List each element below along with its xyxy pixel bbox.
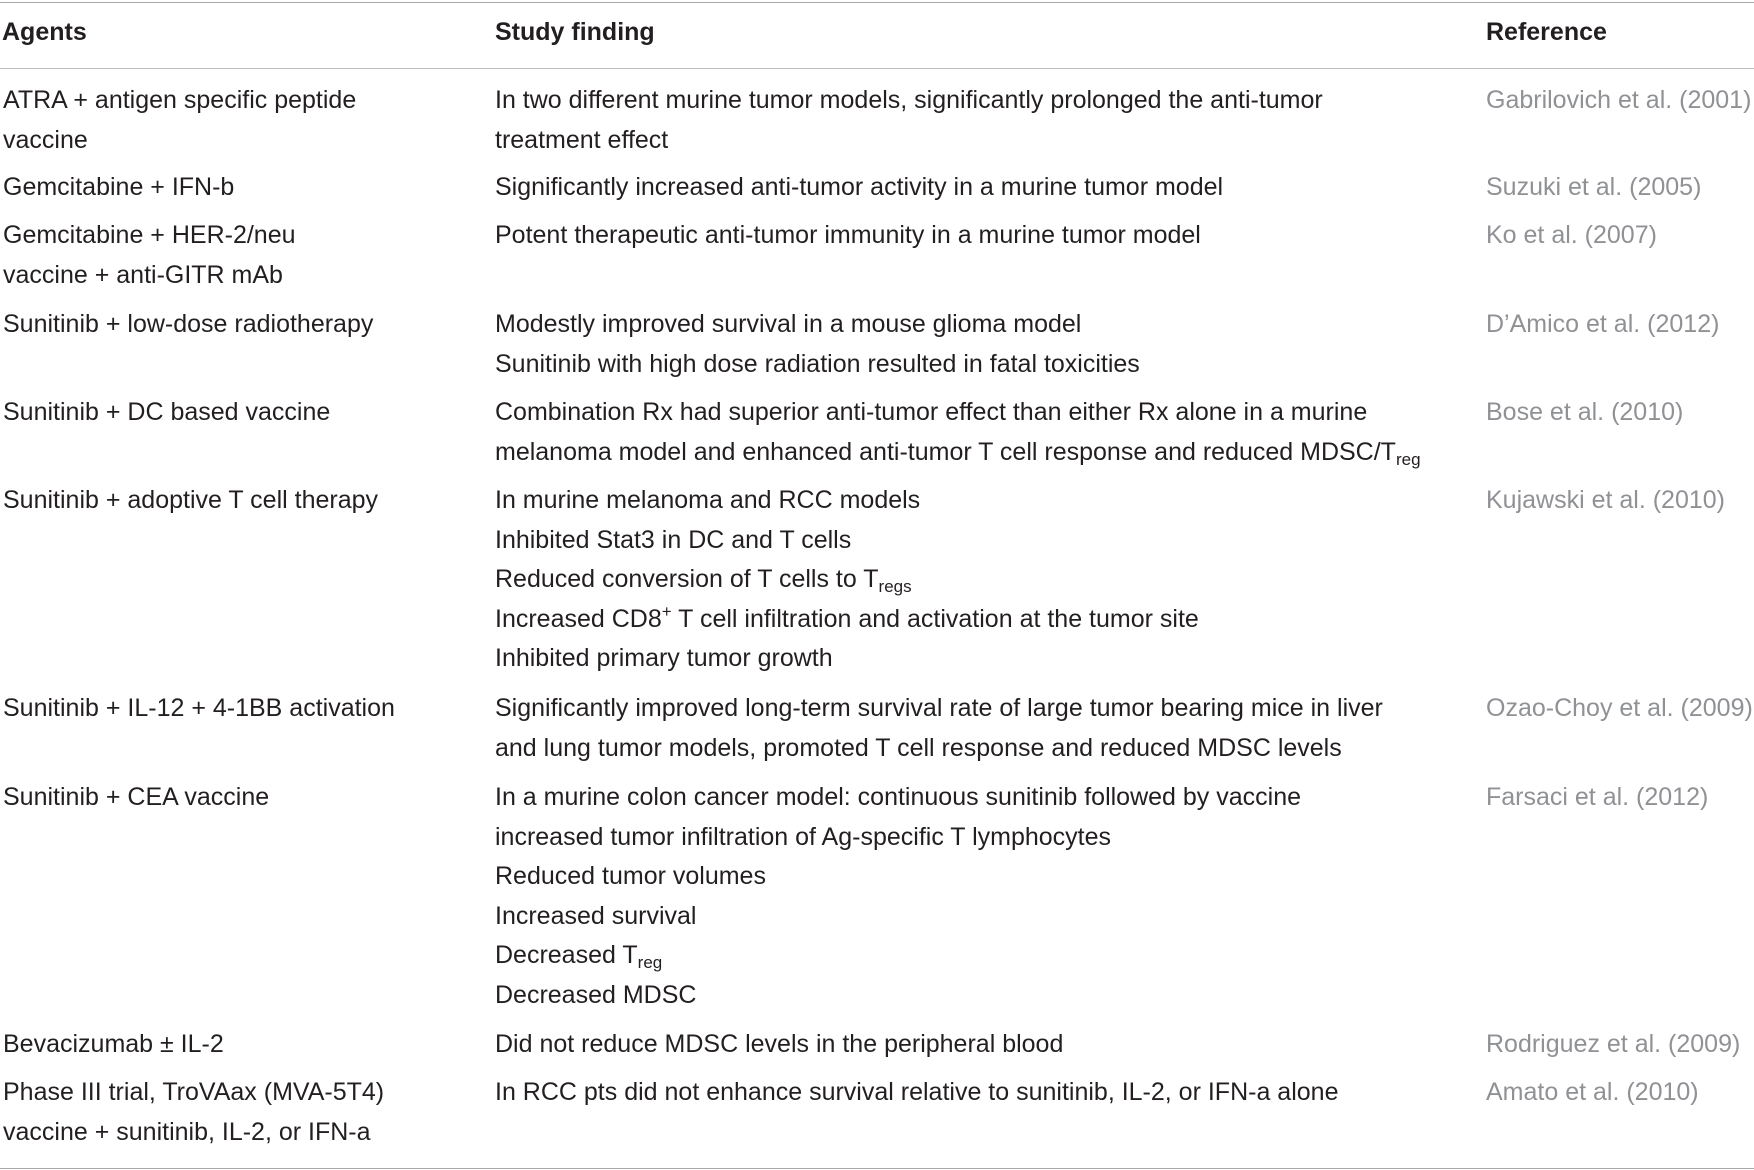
finding-text: Increased CD8 — [495, 604, 662, 633]
finding-line: In two different murine tumor models, significantly prolonged the anti-tumor — [495, 86, 1323, 114]
header-agents: Agents — [2, 18, 87, 46]
agents-cell — [3, 305, 373, 345]
agents-line: vaccine + sunitinib, IL-2, or IFN-a — [3, 1117, 371, 1146]
finding-superscript: + — [661, 601, 672, 621]
finding-line — [495, 433, 1421, 473]
finding-line: Combination Rx had superior anti-tumor effect than either Rx alone in a murine — [495, 398, 1368, 426]
agents-line: Sunitinib + IL-12 + 4-1BB activation — [3, 694, 395, 722]
finding-line: Did not reduce MDSC levels in the peripheral blood — [495, 1030, 1064, 1058]
reference-cell: Ozao-Choy et al. (2009) — [1486, 694, 1753, 722]
finding-line: In a murine colon cancer model: continuous sunitinib followed by vaccine — [495, 783, 1302, 811]
finding-text: T cell infiltration and activation at the tumor site — [671, 604, 1199, 633]
finding-cell — [495, 305, 1140, 384]
finding-line: Significantly increased anti-tumor activity in a murine tumor model — [495, 173, 1224, 201]
finding-text: melanoma model and enhanced anti-tumor T cell response and reduced MDSC/T — [495, 437, 1396, 466]
agents-line: Sunitinib + adoptive T cell therapy — [3, 486, 379, 514]
finding-cell — [495, 481, 1199, 679]
agents-line: Gemcitabine + HER-2/neu — [3, 221, 296, 249]
finding-cell — [495, 393, 1421, 472]
finding-subscript: reg — [1395, 449, 1421, 469]
agents-line: Sunitinib + CEA vaccine — [3, 783, 270, 811]
agents-line: Sunitinib + DC based vaccine — [3, 398, 331, 426]
finding-cell — [495, 778, 1301, 1016]
reference-cell: Bose et al. (2010) — [1486, 398, 1684, 426]
agents-line: Sunitinib + low-dose radiotherapy — [3, 310, 374, 338]
agents-cell — [3, 1025, 224, 1065]
finding-line: Sunitinib with high dose radiation resulted in fatal toxicities — [495, 349, 1140, 378]
finding-line: Modestly improved survival in a mouse glioma model — [495, 310, 1082, 338]
agents-cell — [3, 778, 269, 818]
reference-cell: Suzuki et al. (2005) — [1486, 173, 1702, 201]
reference-cell: D’Amico et al. (2012) — [1486, 310, 1720, 338]
agents-line: Phase III trial, TroVAax (MVA-5T4) — [3, 1078, 385, 1106]
finding-cell — [495, 689, 1383, 768]
finding-subscript: regs — [878, 577, 912, 597]
table-bottom-rule — [0, 1168, 1754, 1169]
table-top-rule — [0, 2, 1754, 3]
finding-line: Inhibited primary tumor growth — [495, 644, 833, 673]
finding-line — [495, 560, 1199, 600]
agents-cell — [3, 393, 330, 433]
reference-cell: Kujawski et al. (2010) — [1486, 486, 1726, 514]
agents-line: vaccine + anti-GITR mAb — [3, 260, 283, 289]
finding-line: Reduced tumor volumes — [495, 862, 766, 891]
finding-line: Increased survival — [495, 901, 697, 930]
finding-line: Significantly improved long-term survival rate of large tumor bearing mice in liver — [495, 694, 1383, 722]
agents-cell — [3, 689, 395, 729]
agents-cell — [3, 168, 234, 208]
header-reference: Reference — [1486, 18, 1607, 46]
finding-text: Decreased T — [495, 941, 638, 970]
agents-line: Bevacizumab ± IL-2 — [3, 1030, 224, 1058]
finding-line — [495, 600, 1199, 640]
finding-line: Decreased MDSC — [495, 980, 697, 1009]
finding-line: In murine melanoma and RCC models — [495, 486, 921, 514]
agents-cell — [3, 481, 378, 521]
agents-line: Gemcitabine + IFN-b — [3, 173, 235, 201]
agents-line: vaccine — [3, 125, 88, 154]
finding-cell — [495, 81, 1323, 160]
finding-line: increased tumor infiltration of Ag-specific T lymphocytes — [495, 822, 1112, 851]
agents-cell — [3, 1073, 384, 1152]
finding-line: Potent therapeutic anti-tumor immunity in a murine tumor model — [495, 221, 1201, 249]
finding-line: Inhibited Stat3 in DC and T cells — [495, 525, 852, 554]
finding-line: treatment effect — [495, 125, 669, 154]
reference-cell: Rodriguez et al. (2009) — [1486, 1030, 1741, 1058]
finding-line — [495, 936, 1301, 976]
finding-text: Reduced conversion of T cells to T — [495, 565, 879, 594]
header-study-finding: Study finding — [495, 18, 655, 46]
table-header-rule — [0, 68, 1754, 69]
agents-cell — [3, 81, 356, 160]
agents-line: ATRA + antigen specific peptide — [3, 86, 357, 114]
finding-cell — [495, 168, 1223, 208]
reference-cell: Ko et al. (2007) — [1486, 221, 1657, 249]
reference-cell: Gabrilovich et al. (2001) — [1486, 86, 1752, 114]
finding-cell — [495, 1025, 1063, 1065]
reference-cell: Amato et al. (2010) — [1486, 1078, 1699, 1106]
agents-cell — [3, 216, 296, 295]
finding-cell — [495, 1073, 1338, 1113]
finding-subscript: reg — [637, 953, 663, 973]
finding-line: In RCC pts did not enhance survival relative to sunitinib, IL-2, or IFN-a alone — [495, 1078, 1339, 1106]
finding-line: and lung tumor models, promoted T cell response and reduced MDSC levels — [495, 733, 1342, 762]
finding-cell — [495, 216, 1201, 256]
reference-cell: Farsaci et al. (2012) — [1486, 783, 1709, 811]
